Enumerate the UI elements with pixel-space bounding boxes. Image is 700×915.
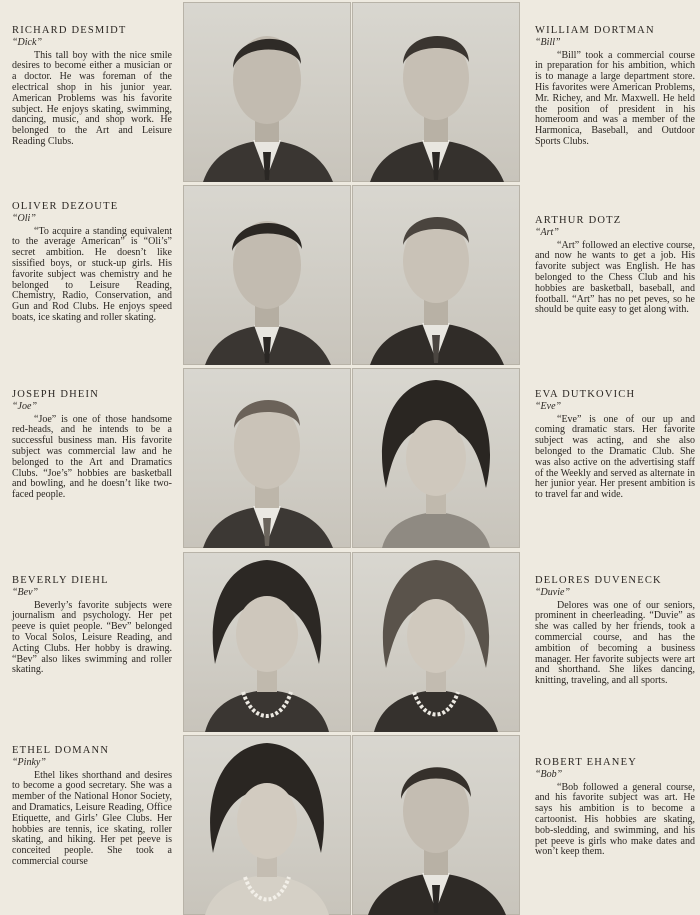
- student-bio-arthur-dotz: [535, 216, 695, 316]
- student-description: “Joe” is one of those handsome red-heads, and he intends to be a successful business man. His favorite subject was commercial law and he belonged to the Art and Dramatics Clubs. “Joe’s” hobbies are basketball and bowling, and he doesn’t like two-faced people.: [12, 413, 172, 501]
- student-name: OLIVER DEZOUTE: [12, 201, 119, 212]
- student-nickname: “Oli”: [12, 212, 36, 224]
- student-description: Ethel likes shorthand and desires to become a good secretary. She was a member of the National Honor Society, and Dramatics, Leisure Reading, Office Etiquette, and Girls’ Glee Clubs. Her hobbies are tennis, ice skating, roller skating, and hiking. Her pet peeve is conceited people. She took a commercial course: [12, 769, 172, 867]
- student-nickname: “Pinky”: [12, 756, 46, 768]
- student-description: “Art” followed an elective course, and now he wants to get a job. His favorite subject was English. He has belonged to the Chess Club and his hobbies are basketball, baseball, and football. “Art” has no pet peves, so he should be quite easy to get along with.: [535, 239, 695, 316]
- male-portrait-image: [183, 2, 351, 182]
- student-name: JOSEPH DHEIN: [12, 389, 100, 400]
- portrait-photo-joseph-dhein: [183, 368, 351, 548]
- male-portrait-image: [183, 368, 351, 548]
- student-bio-joseph-dhein: [12, 390, 172, 501]
- student-description: “Bill” took a commercial course in preparation for his ambition, which is to manage a large department store. His favorites were American Problems, Mr. Richey, and Mr. Maxwell. He held the position of president in his homeroom and was a member of the Harmonica, Baseball, and Outdoor Sports Clubs.: [535, 49, 695, 147]
- student-name: ARTHUR DOTZ: [535, 215, 622, 226]
- portrait-photo-beverly-diehl: [183, 552, 351, 732]
- student-name: EVA DUTKOVICH: [535, 389, 636, 400]
- portrait-photo-delores-duveneck: [352, 552, 520, 732]
- student-bio-oliver-dezoute: [12, 202, 172, 324]
- student-nickname: “Bob”: [535, 768, 563, 780]
- student-bio-eva-dutkovich: [535, 390, 695, 501]
- student-description: This tall boy with the nice smile desires to become either a musician or a doctor. He was foreman of the electrical shop in his junior year. American Problems was his favorite subject. He enjoys skating, swimming, dancing, music, and shop work. He belonged to the Art and Leisure Reading Clubs.: [12, 49, 172, 147]
- portrait-photo-ethel-domann: [183, 735, 351, 915]
- student-name: DELORES DUVENECK: [535, 575, 662, 586]
- student-bio-delores-duveneck: [535, 576, 695, 687]
- student-nickname: “Joe”: [12, 400, 37, 412]
- male-portrait-image: [352, 735, 520, 915]
- portrait-photo-richard-desmidt: [183, 2, 351, 182]
- portrait-photo-arthur-dotz: [352, 185, 520, 365]
- student-nickname: “Art”: [535, 226, 559, 238]
- student-nickname: “Bill”: [535, 36, 561, 48]
- student-name: ROBERT EHANEY: [535, 757, 637, 768]
- student-bio-william-dortman: [535, 26, 695, 148]
- portrait-photo-robert-ehaney: [352, 735, 520, 915]
- student-name: WILLIAM DORTMAN: [535, 25, 655, 36]
- student-name: BEVERLY DIEHL: [12, 575, 109, 586]
- student-bio-beverly-diehl: [12, 576, 172, 676]
- student-bio-ethel-domann: [12, 746, 172, 868]
- student-bio-richard-desmidt: [12, 26, 172, 148]
- portrait-photo-william-dortman: [352, 2, 520, 182]
- male-portrait-image: [183, 185, 351, 365]
- student-nickname: “Eve”: [535, 400, 562, 412]
- student-nickname: “Dick”: [12, 36, 42, 48]
- female-portrait-image: [352, 368, 520, 548]
- female-portrait-image: [183, 735, 351, 915]
- student-description: “To acquire a standing equivalent to the average American” is “Oli’s” secret ambition. He doesn’t like sissified boys, or stuck-up girls. His favorite subject was chemistry and he belonged to Leisure Reading, Chemistry, Radio, Conservation, and Gun and Rod Clubs. He enjoys speed boats, ice skating and roller skating.: [12, 225, 172, 323]
- male-portrait-image: [352, 2, 520, 182]
- student-nickname: “Bev”: [12, 586, 39, 598]
- student-description: Delores was one of our seniors, prominent in cheerleading. “Duvie” as she was called by her friends, took a commercial course, and has the ambition of becoming a business manager. Her favorite subjects were art and shorthand. She likes dancing, knitting, traveling, and all sports.: [535, 599, 695, 687]
- student-description: “Bob followed a general course, and his favorite subject was art. He says his ambition is to become a cartoonist. His hobbies are skating, bob-sledding, and swimming, and his pet peeve is girls who make dates and won’t keep them.: [535, 781, 695, 858]
- student-bio-robert-ehaney: [535, 758, 695, 858]
- portrait-photo-eva-dutkovich: [352, 368, 520, 548]
- portrait-photo-oliver-dezoute: [183, 185, 351, 365]
- student-description: Beverly’s favorite subjects were journalism and psychology. Her pet peeve is quiet people. “Bev” belonged to Vocal Solos, Leisure Reading, and Acting Clubs. Her hobby is drawing. “Bev” also likes swimming and roller skating.: [12, 599, 172, 676]
- student-nickname: “Duvie”: [535, 586, 570, 598]
- female-portrait-image: [352, 552, 520, 732]
- student-name: RICHARD DESMIDT: [12, 25, 127, 36]
- student-name: ETHEL DOMANN: [12, 745, 110, 756]
- male-portrait-image: [352, 185, 520, 365]
- student-description: “Eve” is one of our up and coming dramatic stars. Her favorite subject was acting, and she also belonged to the Dramatic Club. She was also active on the advertising staff of the Weekly and served as alternate in her junior year. Her present ambition is to travel far and wide.: [535, 413, 695, 501]
- female-portrait-image: [183, 552, 351, 732]
